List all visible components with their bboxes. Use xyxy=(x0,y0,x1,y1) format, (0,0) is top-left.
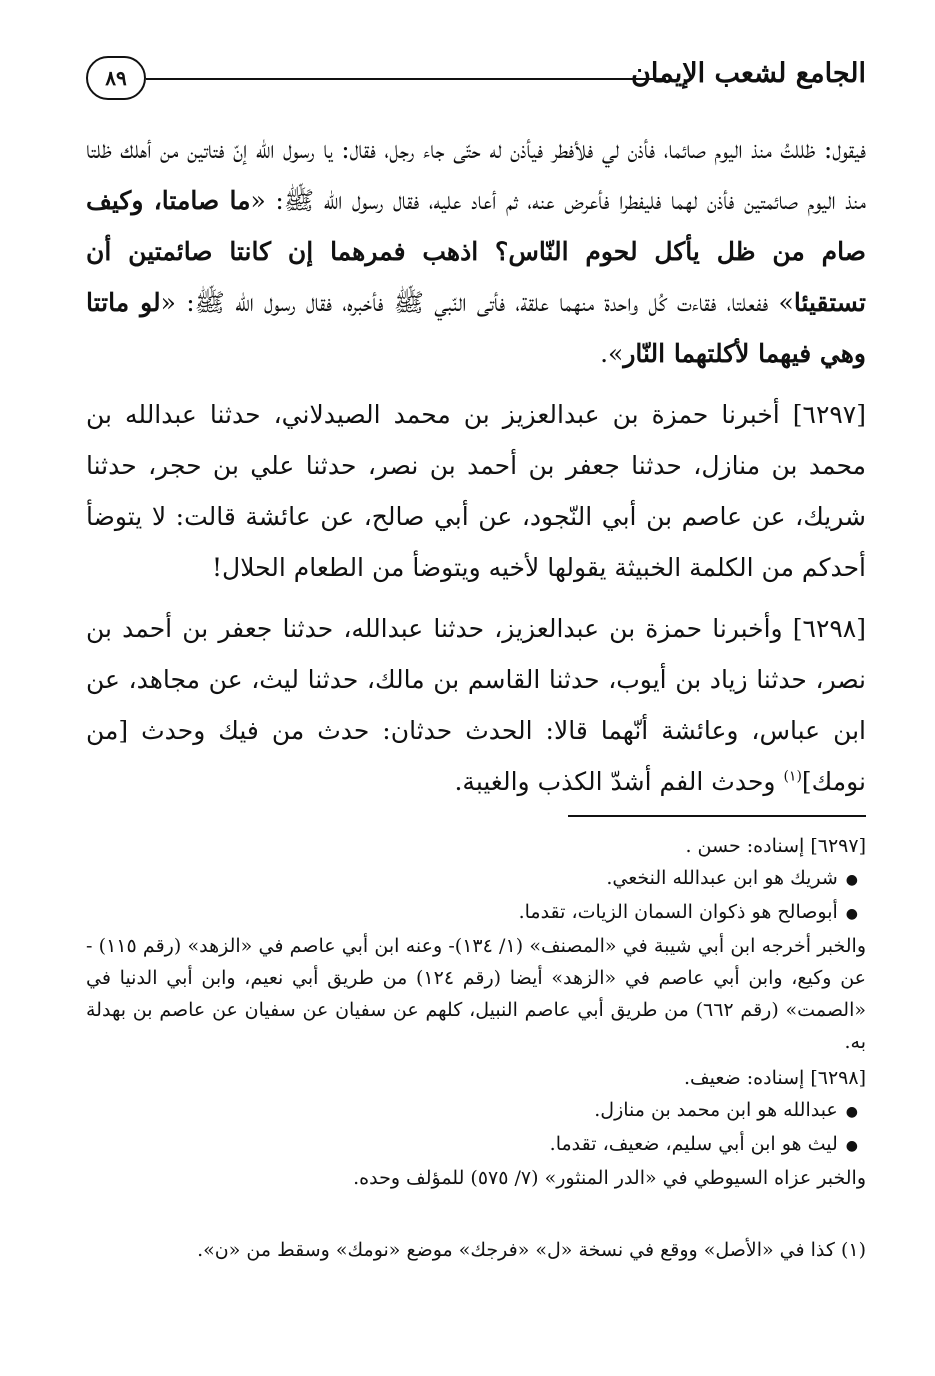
note-6298-heading: [٦٢٩٨] إسناده: ضعيف. xyxy=(683,1067,866,1089)
prophet-quote-2: لو ماتتا وهي فيهما لأكلتهما النّار xyxy=(86,288,866,368)
page-number-badge: ٨٩ xyxy=(86,56,146,100)
book-title: الجامع لشعب الإيمان xyxy=(631,58,866,89)
notes-separator xyxy=(568,815,866,817)
note-6298-list xyxy=(86,1094,866,1162)
note-6298-text: والخبر عزاه السيوطي في «الدر المنثور» (٧/ ٥٧٥) للمؤلف وحده. xyxy=(353,1167,866,1189)
footnote: (١) كذا في «الأصل» ووقع في نسخة «ل» «فرجك» موضع «نومك» وسقط من «ن». xyxy=(197,1239,866,1261)
list-item: ● ليث هو ابن أبي سليم، ضعيف، تقدما. xyxy=(86,1128,866,1162)
paragraph-6298: [٦٢٩٨] وأخبرنا حمزة بن عبدالعزيز، حدثنا عبدالله، حدثنا جعفر بن أحمد بن نصر، حدثنا زياد بن أيوب، حدثنا القاسم بن مالك، حدثنا ليث، عن مجاهد، عن ابن عباس، وعائشة أنّهما قالا: الحدث حدثان: حدث من فيك وحدث [من نومك]$^{(١)}$ وحدث الفم أشدّ الكذب والغيبة. xyxy=(86,614,866,796)
footnote-marker[interactable]: (١) xyxy=(783,768,802,785)
paragraph-6297: [٦٢٩٧] أخبرنا حمزة بن عبدالعزيز بن محمد الصيدلاني، حدثنا عبدالله بن محمد بن منازل، حدثنا جعفر بن أحمد بن نصر، حدثنا علي بن حجر، حدثنا شريك، عن عاصم بن أبي النّجود، عن أبي صالح، عن عائشة قالت: لا يتوضأ أحدكم من الكلمة الخبيثة يقولها لأخيه ويتوضأ من الطعام الحلال! xyxy=(86,400,866,582)
running-header xyxy=(86,56,866,106)
list-item: ● شريك هو ابن عبدالله النخعي. xyxy=(86,862,866,896)
list-item: ● أبوصالح هو ذكوان السمان الزيات، تقدما. xyxy=(86,896,866,930)
commentary-notes xyxy=(86,830,866,1194)
list-item: ● عبدالله هو ابن محمد بن منازل. xyxy=(86,1094,866,1128)
main-text xyxy=(86,124,866,817)
note-6297-text: والخبر أخرجه ابن أبي شيبة في «المصنف» (١/ ١٣٤)- وعنه ابن أبي عاصم في «الزهد» (رقم ١١٥) - عن وكيع، وابن أبي عاصم في «الزهد» أيضا (رقم ١٢٤) من طريق أبي نعيم، وابن أبي الدنيا في «الصمت» (رقم ٦٦٢) من طريق أبي عاصم النبيل، كلهم عن سفيان عن سفيان عن عاصم بن بهدلة به. xyxy=(86,935,866,1053)
note-6297-heading: [٦٢٩٧] إسناده: حسن . xyxy=(685,835,866,857)
prophet-quote-1: ما صامتا، وكيف صام من ظل يأكل لحوم النّاس؟ اذهب فمرهما إن كانتا صائمتين أن تستقيئا xyxy=(86,186,866,317)
paragraph-hadith-intro: فيقول: ظللتُ منذ اليوم صائما، فأذن لي فلأفطر فيأذن له حتّى جاء رجل، فقال: يا رسول الله إنّ فتاتين من أهلك ظلتا منذ اليوم صائمتين فأذن لهما فليفطرا فأعرض عنه، ثم أعاد عليه، فقال رسول الله ﷺ: «ما صامتا، وكيف صام من ظل يأكل لحوم النّاس؟ اذهب فمرهما إن كانتا صائمتين أن تستقيئا» ففعلتا، فقاءت كُل واحدة منهما علقة، فأتى النّبي ﷺ فأخبره، فقال رسول الله ﷺ: «لو ماتتا وهي فيهما لأكلتهما النّار». xyxy=(86,135,867,368)
note-6297-list xyxy=(86,862,866,930)
header-rule xyxy=(146,78,666,80)
